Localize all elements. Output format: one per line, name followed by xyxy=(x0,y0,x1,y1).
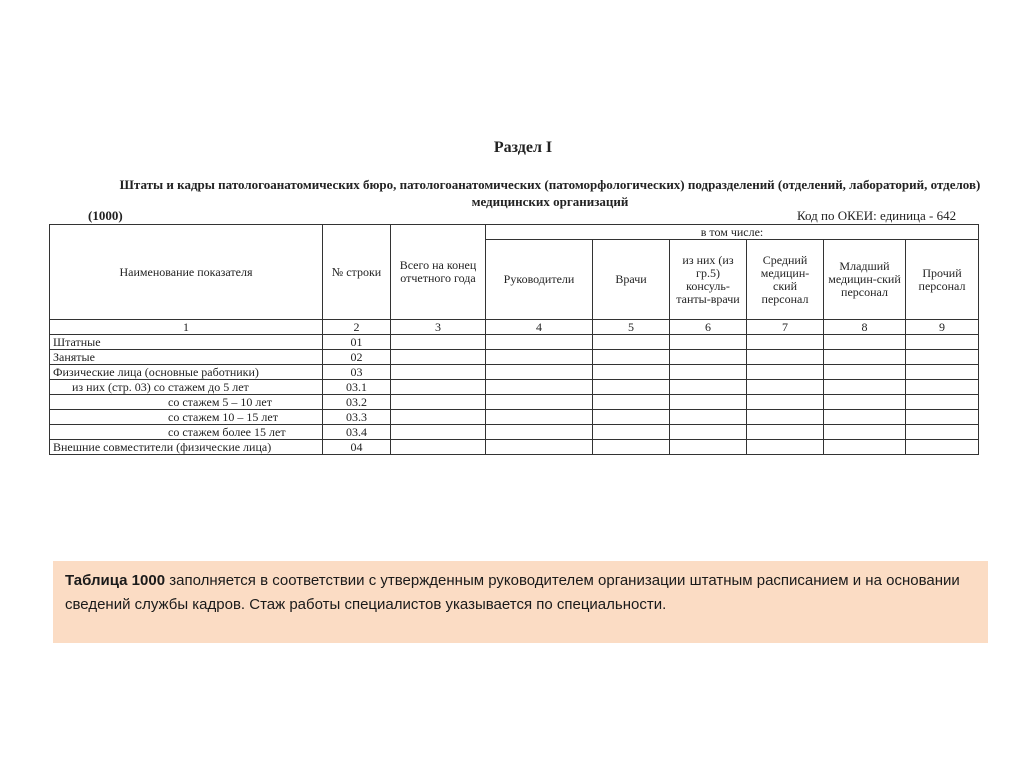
data-cell xyxy=(670,440,747,455)
data-cell xyxy=(824,335,906,350)
data-cell xyxy=(906,335,979,350)
data-cell xyxy=(824,395,906,410)
section-title: Раздел I xyxy=(493,139,553,156)
note-text: заполняется в соответствии с утвержденным руководителем организации штатным расписанием и на основании сведений службы кадров. Стаж работы специалистов указывается по специальности. xyxy=(65,572,960,613)
data-cell xyxy=(906,380,979,395)
row-code: 03.3 xyxy=(323,410,391,425)
col-number: 2 xyxy=(323,320,391,335)
col-number: 5 xyxy=(593,320,670,335)
col-number: 6 xyxy=(670,320,747,335)
data-cell xyxy=(747,395,824,410)
data-cell xyxy=(593,335,670,350)
data-cell xyxy=(747,425,824,440)
header-junior-staff: Младший медицин-ский персонал xyxy=(824,240,906,320)
data-cell xyxy=(391,410,486,425)
row-code: 03.1 xyxy=(323,380,391,395)
data-cell xyxy=(593,380,670,395)
data-cell xyxy=(824,380,906,395)
row-code: 02 xyxy=(323,350,391,365)
table-subtitle: Штаты и кадры патологоанатомических бюро, патологоанатомических (патоморфологических) подразделений (отделений, лабораторий, отделов) медицинских организаций xyxy=(119,177,981,209)
table-row xyxy=(50,380,979,395)
header-including: в том числе: xyxy=(486,225,979,240)
col-number: 4 xyxy=(486,320,593,335)
row-code: 01 xyxy=(323,335,391,350)
data-cell xyxy=(824,440,906,455)
header-row-no: № строки xyxy=(323,225,391,320)
data-cell xyxy=(670,335,747,350)
table-row xyxy=(50,395,979,410)
staff-table xyxy=(49,224,979,455)
data-cell xyxy=(747,350,824,365)
data-cell xyxy=(391,365,486,380)
header-name: Наименование показателя xyxy=(50,225,323,320)
row-label: Внешние совместители (физические лица) xyxy=(50,440,323,455)
table-row xyxy=(50,440,979,455)
data-cell xyxy=(747,440,824,455)
data-cell xyxy=(593,350,670,365)
row-label: Занятые xyxy=(50,350,323,365)
col-number: 8 xyxy=(824,320,906,335)
data-cell xyxy=(486,410,593,425)
table-row xyxy=(50,350,979,365)
data-cell xyxy=(670,365,747,380)
data-cell xyxy=(486,335,593,350)
col-number: 1 xyxy=(50,320,323,335)
row-label: со стажем 5 – 10 лет xyxy=(50,395,323,410)
data-cell xyxy=(593,425,670,440)
data-cell xyxy=(670,425,747,440)
col-number: 3 xyxy=(391,320,486,335)
header-other-staff: Прочий персонал xyxy=(906,240,979,320)
data-cell xyxy=(747,365,824,380)
data-cell xyxy=(391,440,486,455)
header-heads: Руководители xyxy=(486,240,593,320)
data-cell xyxy=(824,410,906,425)
data-cell xyxy=(747,410,824,425)
data-cell xyxy=(391,335,486,350)
row-label: Штатные xyxy=(50,335,323,350)
table-row xyxy=(50,410,979,425)
row-label: со стажем более 15 лет xyxy=(50,425,323,440)
data-cell xyxy=(824,365,906,380)
row-code: 03.4 xyxy=(323,425,391,440)
data-cell xyxy=(906,425,979,440)
data-cell xyxy=(906,440,979,455)
data-cell xyxy=(906,395,979,410)
data-cell xyxy=(486,380,593,395)
data-cell xyxy=(486,365,593,380)
table-code: (1000) xyxy=(88,208,123,223)
data-cell xyxy=(906,350,979,365)
row-code: 03 xyxy=(323,365,391,380)
header-doctors: Врачи xyxy=(593,240,670,320)
row-label: из них (стр. 03) со стажем до 5 лет xyxy=(50,380,323,395)
data-cell xyxy=(486,350,593,365)
row-code: 04 xyxy=(323,440,391,455)
data-cell xyxy=(486,395,593,410)
data-cell xyxy=(906,365,979,380)
okei-code: Код по ОКЕИ: единица - 642 xyxy=(797,208,957,223)
note-box xyxy=(53,561,988,643)
row-label: Физические лица (основные работники) xyxy=(50,365,323,380)
row-code: 03.2 xyxy=(323,395,391,410)
data-cell xyxy=(824,350,906,365)
column-numbers-row xyxy=(50,320,979,335)
data-cell xyxy=(670,380,747,395)
data-cell xyxy=(593,440,670,455)
data-cell xyxy=(670,395,747,410)
data-cell xyxy=(593,410,670,425)
data-cell xyxy=(906,410,979,425)
col-number: 9 xyxy=(906,320,979,335)
table-row xyxy=(50,365,979,380)
data-cell xyxy=(391,425,486,440)
row-label: со стажем 10 – 15 лет xyxy=(50,410,323,425)
data-cell xyxy=(391,350,486,365)
data-cell xyxy=(824,425,906,440)
data-cell xyxy=(747,380,824,395)
data-cell xyxy=(486,425,593,440)
data-cell xyxy=(593,395,670,410)
col-number: 7 xyxy=(747,320,824,335)
data-cell xyxy=(747,335,824,350)
header-mid-staff: Средний медицин-ский персонал xyxy=(747,240,824,320)
header-total: Всего на конец отчетного года xyxy=(391,225,486,320)
data-cell xyxy=(391,395,486,410)
data-cell xyxy=(593,365,670,380)
note-bold: Таблица 1000 xyxy=(65,572,166,589)
data-cell xyxy=(486,440,593,455)
table-row xyxy=(50,425,979,440)
data-cell xyxy=(670,350,747,365)
table-row xyxy=(50,335,979,350)
header-consultants: из них (из гр.5) консуль-танты-врачи xyxy=(670,240,747,320)
data-cell xyxy=(670,410,747,425)
data-cell xyxy=(391,380,486,395)
